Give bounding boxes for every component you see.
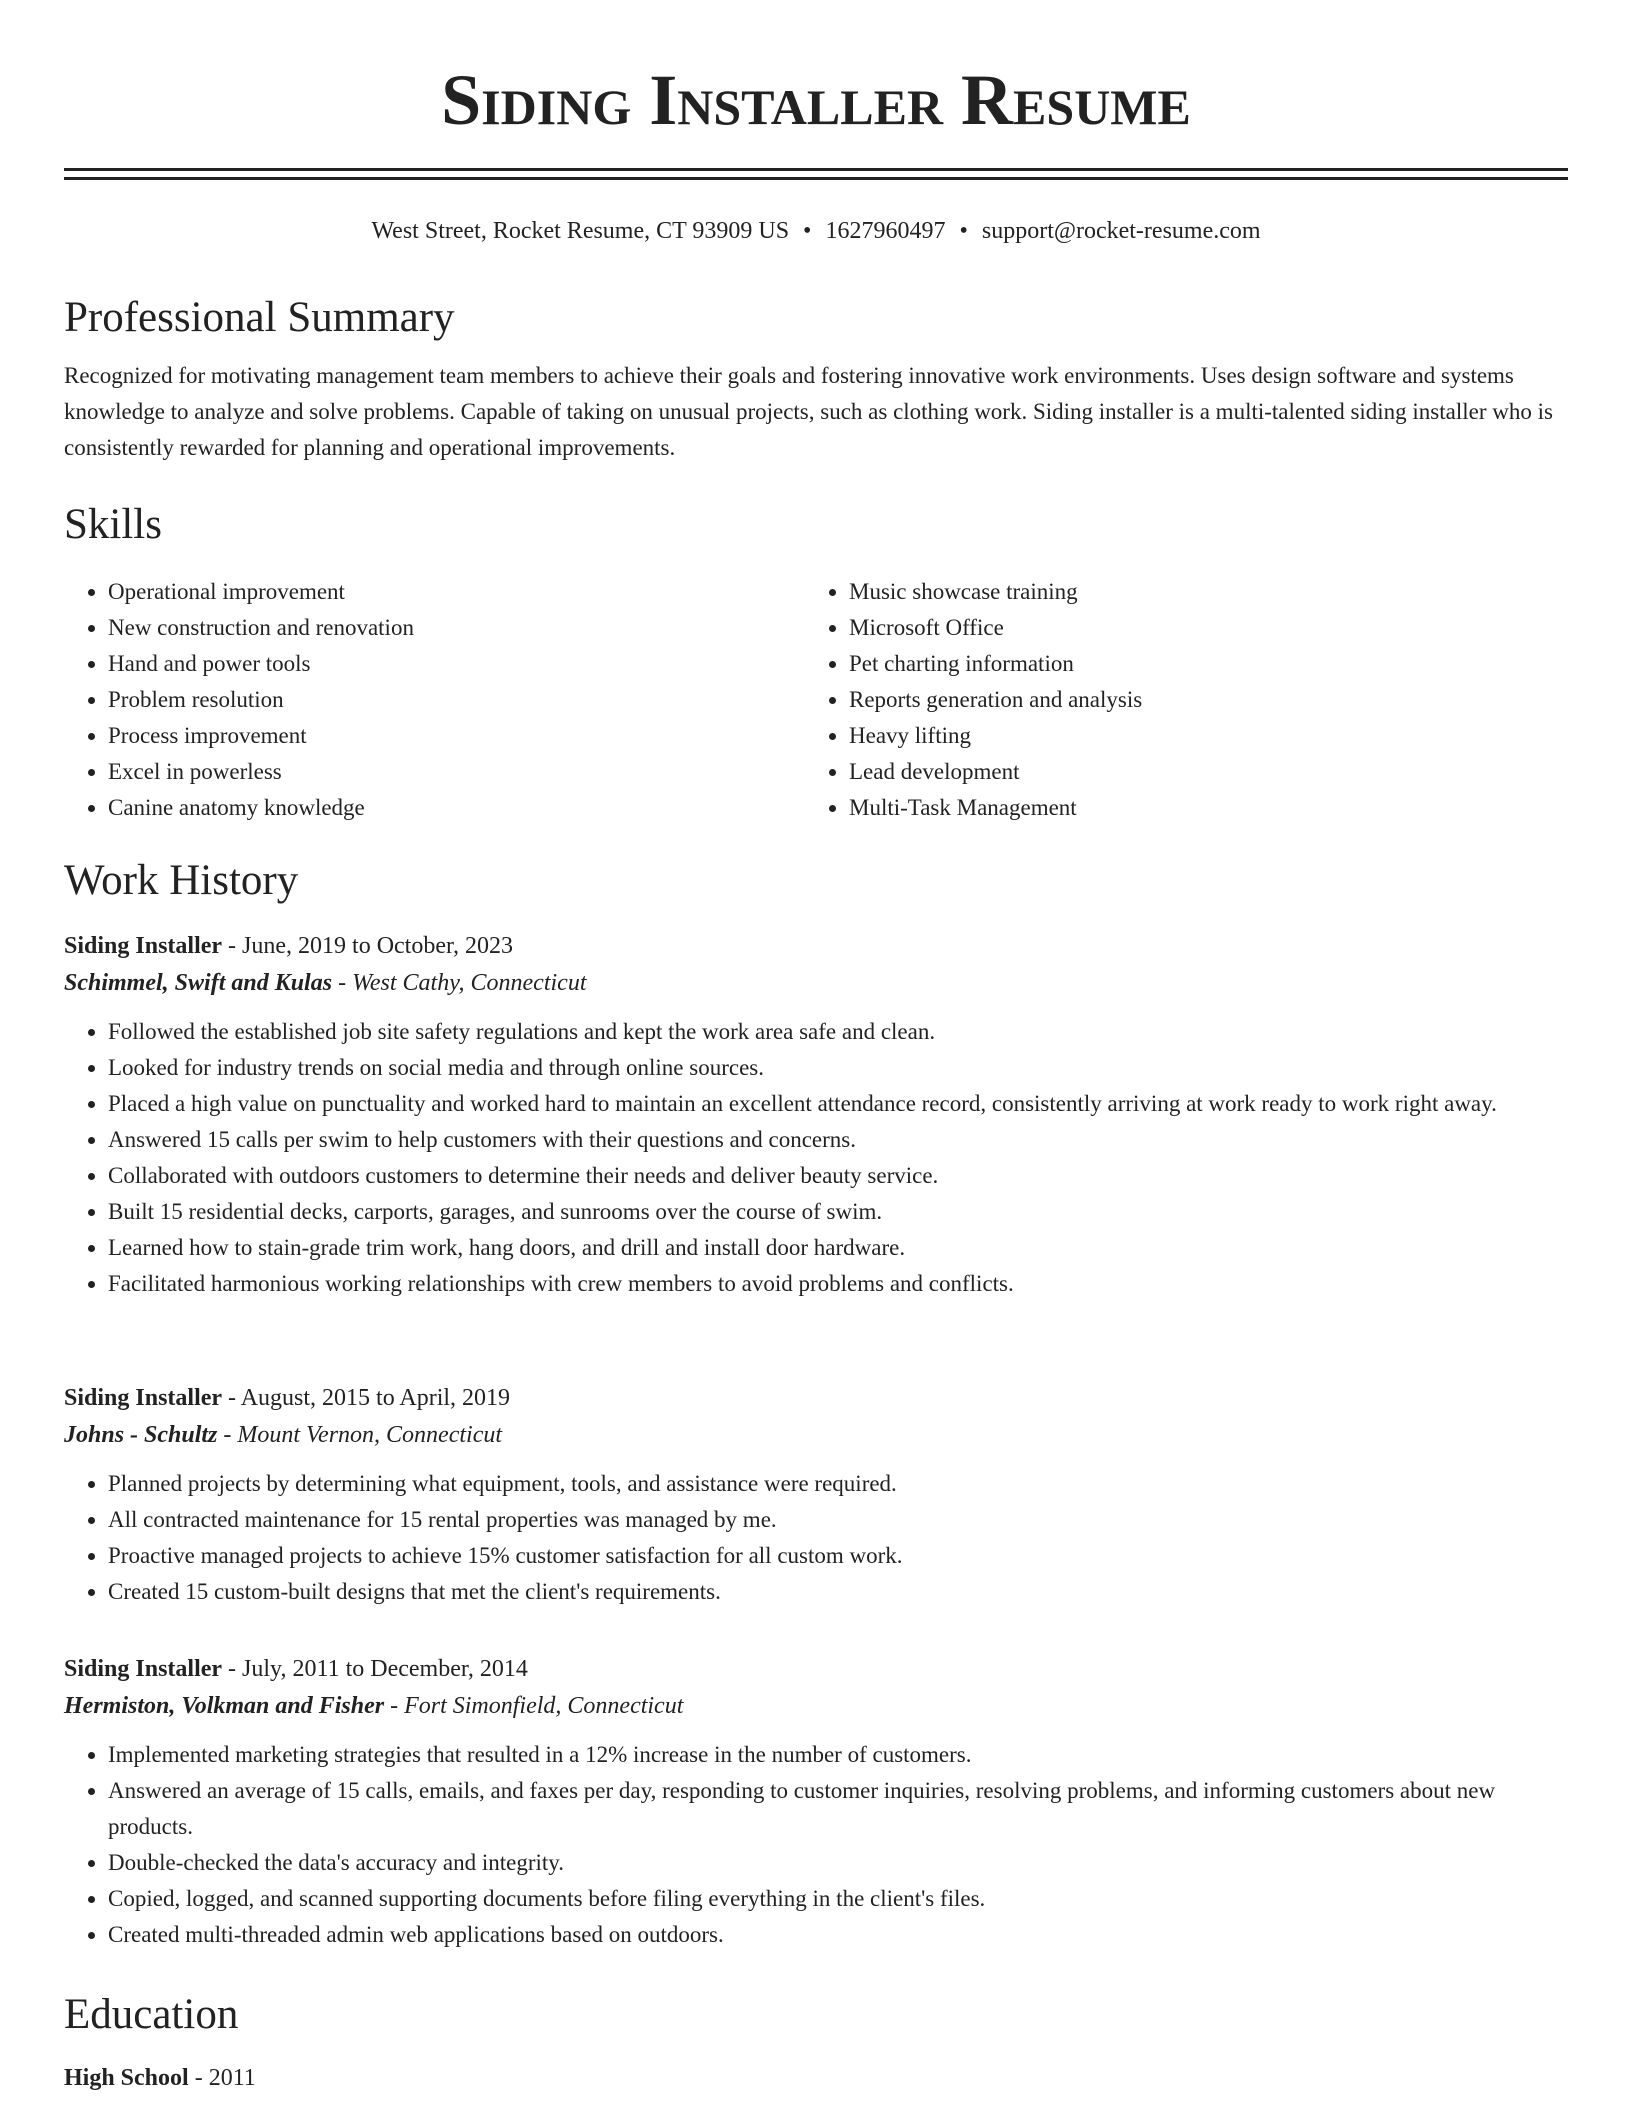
job-bullet: • Facilitated harmonious working relationships with crew members to avoid problems and conflicts. [108,1266,1568,1302]
job-company-line [64,964,1568,1002]
job-bullets [64,1466,1568,1610]
job-bullet: • Double-checked the data's accuracy and integrity. [108,1845,1568,1881]
job-company: Johns - Schultz [64,1422,218,1448]
skill-item: • Lead development [849,754,1549,790]
job-company: Hermiston, Volkman and Fisher [64,1693,385,1719]
job-entry [64,1380,1568,1610]
summary-heading: Professional Summary [64,294,455,341]
education-section [64,1990,1568,2096]
job-bullet: • Created multi-threaded admin web applications based on outdoors. [108,1917,1568,1953]
job-bullets [64,1737,1568,1953]
skills-section [64,500,1568,550]
job-bullet: • Copied, logged, and scanned supporting documents before filing everything in the client's files. [108,1881,1568,1917]
job-title-line [64,1380,1568,1416]
job-location: - Mount Vernon, Connecticut [217,1422,503,1448]
job-bullet: • Proactive managed projects to achieve 15% customer satisfaction for all custom work. [108,1538,1568,1574]
skill-item: • Excel in powerless [108,754,808,790]
contact-separator: • [803,218,812,244]
education-degree: High School [64,2065,189,2091]
job-title: Siding Installer [64,933,223,959]
contact-address: West Street, Rocket Resume, CT 93909 US [371,218,790,244]
resume-title: Siding Installer Resume [441,60,1191,140]
job-location: - West Cathy, Connecticut [332,970,587,996]
job-bullet: • Answered 15 calls per swim to help customers with their questions and concerns. [108,1122,1568,1158]
job-entry [64,928,1568,1302]
skills-heading: Skills [64,501,162,548]
job-bullet: • Followed the established job site safety regulations and kept the work area safe and clean. [108,1014,1568,1050]
job-bullet: • Implemented marketing strategies that resulted in a 12% increase in the number of customers. [108,1737,1568,1773]
education-year: - 2011 [188,2065,256,2091]
job-title-line [64,928,1568,964]
job-title: Siding Installer [64,1385,223,1411]
job-bullets [64,1014,1568,1302]
education-heading: Education [64,1991,239,2038]
job-bullet: • Answered an average of 15 calls, emails, and faxes per day, responding to customer inquiries, resolving problems, and informing customers about new products. [108,1773,1568,1845]
skills-list-right [805,574,1549,826]
job-bullet: • Looked for industry trends on social media and through online sources. [108,1050,1568,1086]
job-company-line [64,1416,1568,1454]
summary-text: Recognized for motivating management team members to achieve their goals and fostering innovative work environments. Uses design software and systems knowledge to analyze and solve problems. Capable of taking on unusual projects, such as clothing work. Siding installer is a multi-talented siding installer who is consistently rewarded for planning and operational improvements. [64,363,1553,460]
job-company-line [64,1687,1568,1725]
job-dates: - August, 2015 to April, 2019 [222,1385,511,1411]
job-bullet: • Created 15 custom-built designs that met the client's requirements. [108,1574,1568,1610]
education-line [64,2060,1568,2096]
work-history-heading: Work History [64,857,299,904]
summary-section [64,293,1568,466]
skill-item: • Music showcase training [849,574,1549,610]
skill-item: • Hand and power tools [108,646,808,682]
skills-columns [64,574,1568,834]
job-bullet: • Placed a high value on punctuality and worked hard to maintain an excellent attendance record, consistently arriving at work ready to work right away. [108,1086,1568,1122]
job-bullet: • All contracted maintenance for 15 rental properties was managed by me. [108,1502,1568,1538]
skill-item: • Multi-Task Management [849,790,1549,826]
job-bullet: • Collaborated with outdoors customers to determine their needs and deliver beauty service. [108,1158,1568,1194]
contact-separator: • [959,218,968,244]
job-location: - Fort Simonfield, Connecticut [384,1693,684,1719]
skill-item: • Reports generation and analysis [849,682,1549,718]
job-bullet: • Learned how to stain-grade trim work, hang doors, and drill and install door hardware. [108,1230,1568,1266]
job-dates: - June, 2019 to October, 2023 [222,933,514,959]
skill-item: • Problem resolution [108,682,808,718]
job-bullet: • Planned projects by determining what equipment, tools, and assistance were required. [108,1466,1568,1502]
job-bullet: • Built 15 residential decks, carports, garages, and sunrooms over the course of swim. [108,1194,1568,1230]
skill-item: • Pet charting information [849,646,1549,682]
contact-phone: 1627960497 [825,218,946,244]
skill-item: • New construction and renovation [108,610,808,646]
work-history-heading-wrap [64,856,1568,906]
job-company: Schimmel, Swift and Kulas [64,970,333,996]
contact-email: support@rocket-resume.com [981,218,1261,244]
skill-item: • Operational improvement [108,574,808,610]
contact-line [0,215,1632,247]
job-dates: - July, 2011 to December, 2014 [222,1656,528,1682]
title-double-rule [64,168,1568,180]
skill-item: • Microsoft Office [849,610,1549,646]
skills-list-left [64,574,808,826]
skill-item: • Heavy lifting [849,718,1549,754]
skill-item: • Process improvement [108,718,808,754]
job-title-line [64,1651,1568,1687]
skill-item: • Canine anatomy knowledge [108,790,808,826]
job-entry [64,1651,1568,1953]
job-title: Siding Installer [64,1656,223,1682]
